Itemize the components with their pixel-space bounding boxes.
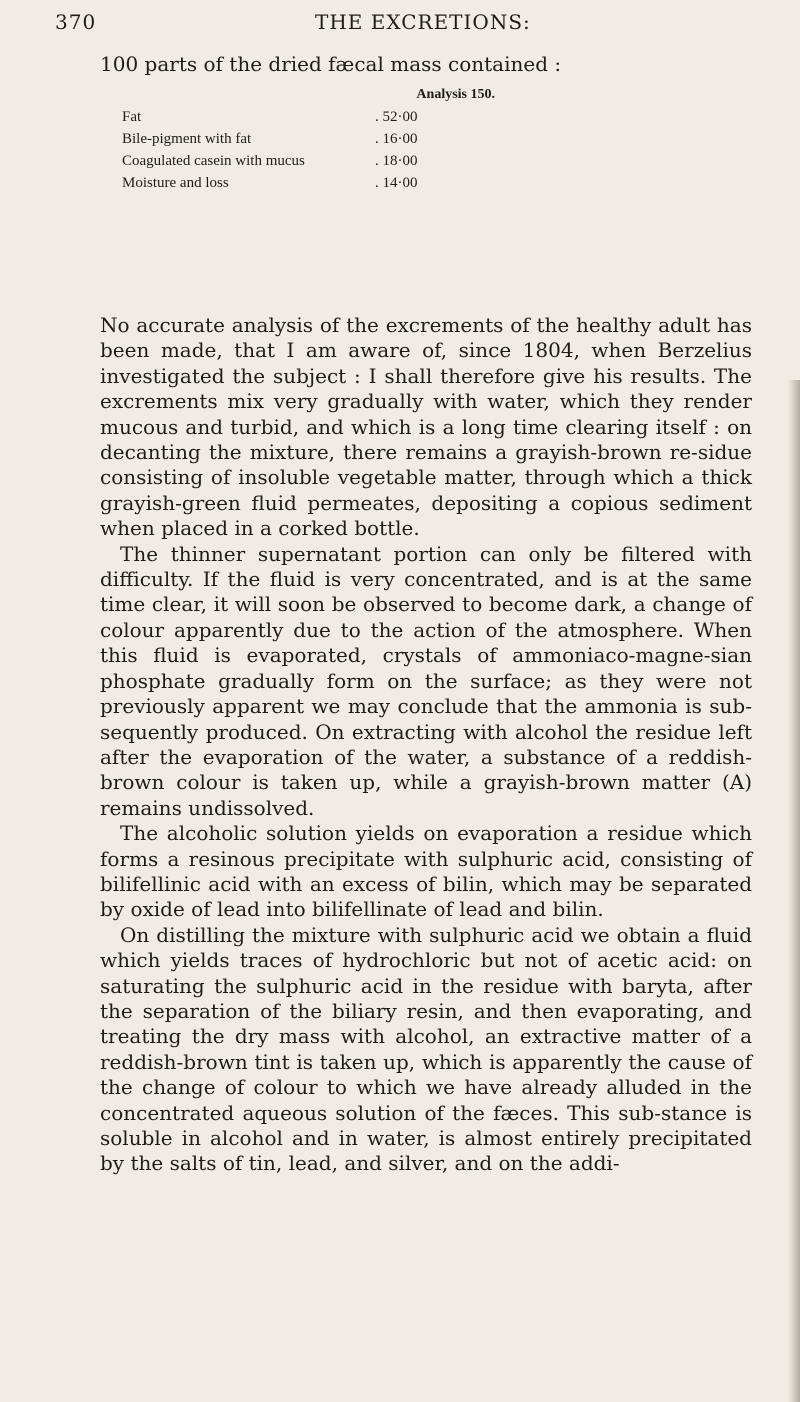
row-value: . 52·00: [375, 109, 418, 125]
running-title: THE EXCRETIONS:: [315, 10, 531, 34]
row-name: Moisture and loss: [122, 175, 229, 191]
table-header-row: [122, 84, 525, 106]
row-value: . 14·00: [375, 175, 418, 191]
page-edge-shadow: [788, 380, 800, 1402]
page-number: 370: [55, 10, 97, 34]
table-row: [122, 128, 525, 150]
row-name: Coagulated casein with mucus: [122, 153, 305, 169]
column-header: Analysis 150.: [416, 87, 495, 102]
table-row: [122, 150, 525, 172]
analysis-table: [122, 84, 525, 194]
page-header: [55, 10, 680, 36]
row-value: . 18·00: [375, 153, 418, 169]
row-name: Bile-pigment with fat: [122, 131, 252, 147]
body-text: [100, 313, 752, 1177]
table-intro: 100 parts of the dried fæcal mass contained :: [100, 52, 562, 76]
paragraph: The thinner supernatant portion can only be filtered with difficulty. If the fluid is very concentrated, and is at the same time clear, it will soon be observed to become dark, a change of colour apparently due to the action of the atmosphere. When this fluid is evaporated, crystals of ammoniaco-magne-sian phosphate gradually form on the surface; as they were not previously apparent we may conclude that the ammonia is sub-sequently produced. On extracting with alcohol the residue left after the evaporation of the water, a substance of a reddish-brown colour is taken up, while a grayish-brown matter (A) remains undissolved.: [100, 541, 752, 820]
table-row: [122, 172, 525, 194]
table-row: [122, 106, 525, 128]
paragraph: No accurate analysis of the excrements of the healthy adult has been made, that I am aware of, since 1804, when Berzelius investigated the subject : I shall therefore give his results. The excrements mix very gradually with water, which they render mucous and turbid, and which is a long time clearing itself : on decanting the mixture, there remains a grayish-brown re-sidue consisting of insoluble vegetable matter, through which a thick grayish-green fluid permeates, depositing a copious sediment when placed in a corked bottle.: [100, 313, 752, 541]
row-name: Fat: [122, 109, 142, 125]
paragraph: On distilling the mixture with sulphuric acid we obtain a fluid which yields traces of hydrochloric but not of acetic acid: on saturating the sulphuric acid in the residue with baryta, after the separation of the biliary resin, and then evaporating, and treating the dry mass with alcohol, an extractive matter of a reddish-brown tint is taken up, which is apparently the cause of the change of colour to which we have already alluded in the concentrated aqueous solution of the fæces. This sub-stance is soluble in alcohol and in water, is almost entirely precipitated by the salts of tin, lead, and silver, and on the addi-: [100, 922, 752, 1176]
row-value: . 16·00: [375, 131, 418, 147]
paragraph: The alcoholic solution yields on evaporation a residue which forms a resinous precipitate with sulphuric acid, consisting of bilifellinic acid with an excess of bilin, which may be separated by oxide of lead into bilifellinate of lead and bilin.: [100, 821, 752, 922]
